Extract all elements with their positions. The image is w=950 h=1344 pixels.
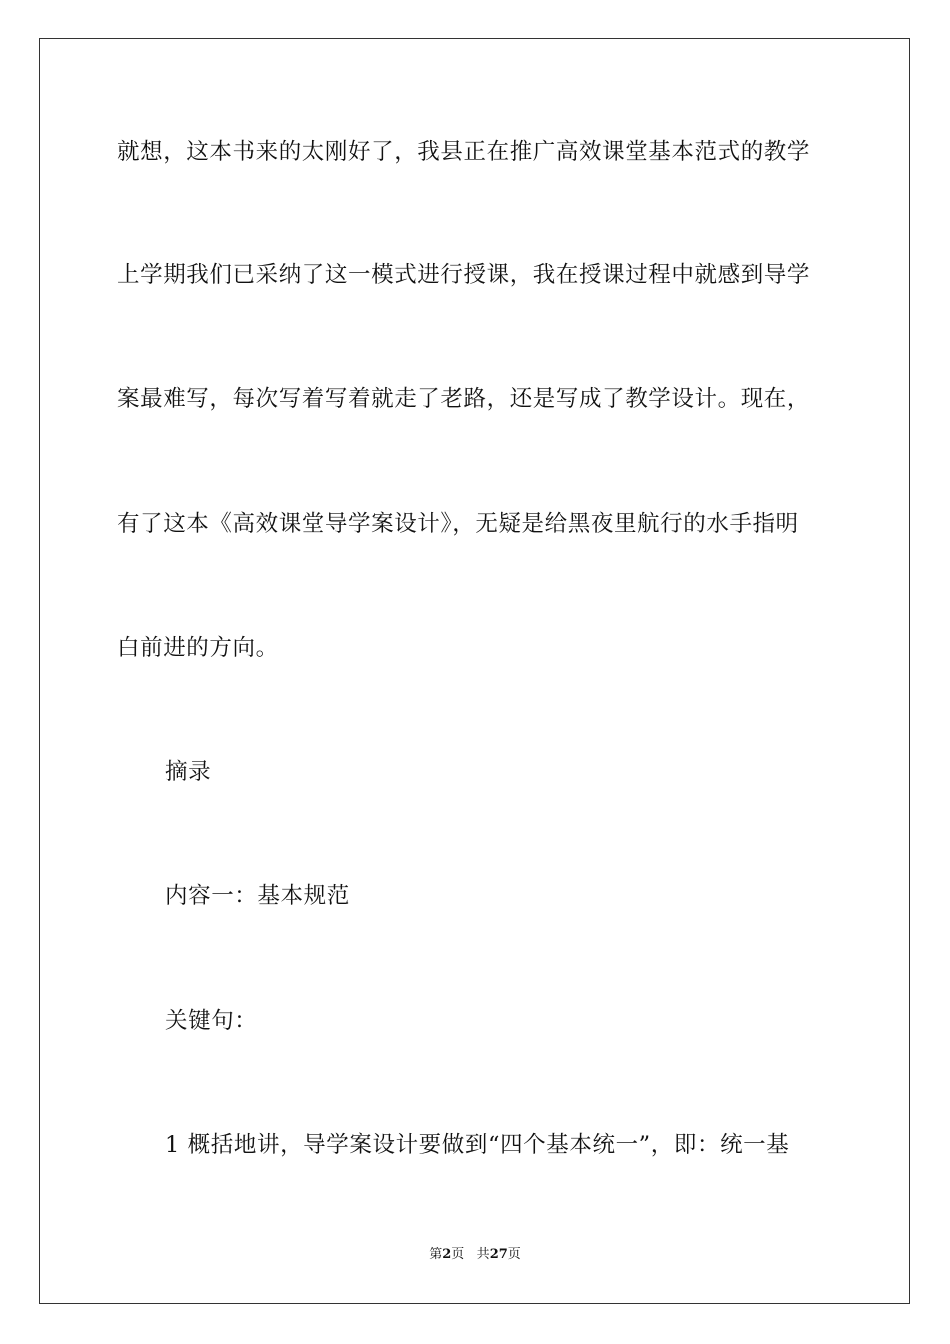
body-line-3: 案最难写，每次写着写着就走了老路，还是写成了教学设计。现在， <box>117 386 811 412</box>
footer-total-suffix: 页 <box>507 1247 521 1262</box>
content-heading: 内容一：基本规范 <box>165 883 350 909</box>
page-footer <box>0 1246 950 1264</box>
body-line-5: 白前进的方向。 <box>117 635 279 661</box>
footer-total-prefix: 共 <box>476 1247 490 1262</box>
page-frame <box>39 38 910 1304</box>
body-line-2: 上学期我们已采纳了这一模式进行授课，我在授课过程中就感到导学 <box>117 262 811 288</box>
body-line-1: 就想，这本书来的太刚好了，我县正在推广高效课堂基本范式的教学 <box>117 139 811 165</box>
section-heading: 摘录 <box>165 759 212 785</box>
footer-page-suffix: 页 <box>451 1247 465 1262</box>
list-item-1: 1 概括地讲，导学案设计要做到“四个基本统一”，即：统一基 <box>165 1132 790 1158</box>
footer-page-prefix: 第 <box>429 1247 443 1262</box>
footer-page-number: 2 <box>442 1247 452 1262</box>
body-line-4: 有了这本《高效课堂导学案设计》，无疑是给黑夜里航行的水手指明 <box>117 511 799 537</box>
keyphrase-heading: 关键句： <box>165 1008 258 1034</box>
footer-total-number: 27 <box>489 1247 508 1262</box>
